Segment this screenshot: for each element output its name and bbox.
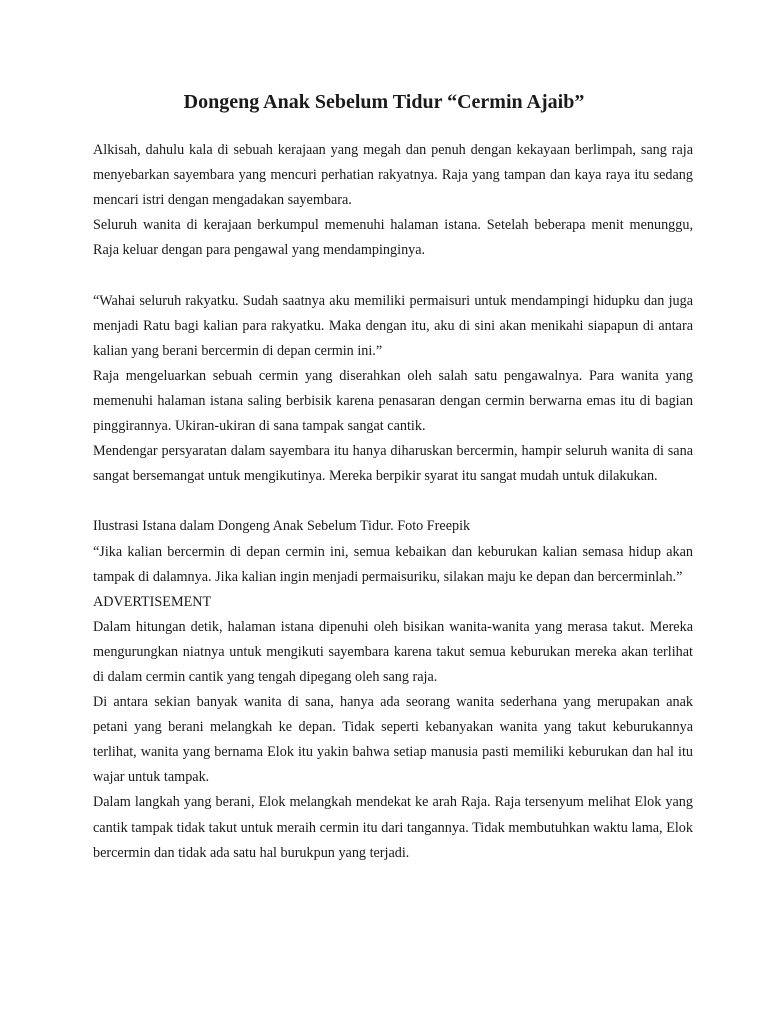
paragraph-1: Alkisah, dahulu kala di sebuah kerajaan yang megah dan penuh dengan kekayaan berlimpah, sang raja menyebarkan sayembara yang mencuri perhatian rakyatnya. Raja yang tampan dan kaya raya itu sedang mencari istri dengan mengadakan sayembara. [93,142,693,209]
paragraph-6: “Jika kalian bercermin di depan cermin ini, semua kebaikan dan keburukan kalian semasa hidup akan tampak di dalamnya. Jika kalian ingin menjadi permaisuriku, silakan maju ke depan dan bercerminlah.” [93,543,693,585]
paragraph-3: “Wahai seluruh rakyatku. Sudah saatnya aku memiliki permaisuri untuk mendampingi hidupku dan juga menjadi Ratu bagi kalian para rakyatku. Maka dengan itu, aku di sini akan menikahi siapapun di antara kalian yang berani bercermin di depan cermin ini.” [93,292,693,359]
advertisement-label: ADVERTISEMENT [93,593,212,610]
document-body [93,138,693,866]
paragraph-2: Seluruh wanita di kerajaan berkumpul memenuhi halaman istana. Setelah beberapa menit menunggu, Raja keluar dengan para pengawal yang mendampinginya. [93,217,693,259]
document-title: Dongeng Anak Sebelum Tidur “Cermin Ajaib” [183,91,585,113]
image-caption: Ilustrasi Istana dalam Dongeng Anak Sebelum Tidur. Foto Freepik [93,518,471,535]
paragraph-gap [93,263,693,288]
paragraph-5: Mendengar persyaratan dalam sayembara itu hanya diharuskan bercermin, hampir seluruh wanita di sana sangat bersemangat untuk mengikutinya. Mereka berpikir syarat itu sangat mudah untuk dilakukan. [93,443,693,485]
paragraph-gap [93,489,693,514]
paragraph-7: Dalam hitungan detik, halaman istana dipenuhi oleh bisikan wanita-wanita yang merasa takut. Mereka mengurungkan niatnya untuk mengikuti sayembara karena takut semua keburukan mereka akan terlihat di dalam cermin cantik yang tengah dipegang oleh sang raja. [93,618,693,685]
paragraph-9: Dalam langkah yang berani, Elok melangkah mendekat ke arah Raja. Raja tersenyum melihat Elok yang cantik tampak tidak takut untuk meraih cermin itu dari tangannya. Tidak membutuhkan waktu lama, Elok bercermin dan tidak ada satu hal burukpun yang terjadi. [93,794,693,861]
paragraph-8: Di antara sekian banyak wanita di sana, hanya ada seorang wanita sederhana yang merupakan anak petani yang berani melangkah ke depan. Tidak seperti kebanyakan wanita yang takut keburukannya terlihat, wanita yang bernama Elok itu yakin bahwa setiap manusia pasti memiliki keburukan dan hal itu wajar untuk tampak. [93,694,693,786]
paragraph-4: Raja mengeluarkan sebuah cermin yang diserahkan oleh salah satu pengawalnya. Para wanita yang memenuhi halaman istana saling berbisik karena penasaran dengan cermin berwarna emas itu di bagian pinggirannya. Ukiran-ukiran di sana tampak sangat cantik. [93,367,693,435]
